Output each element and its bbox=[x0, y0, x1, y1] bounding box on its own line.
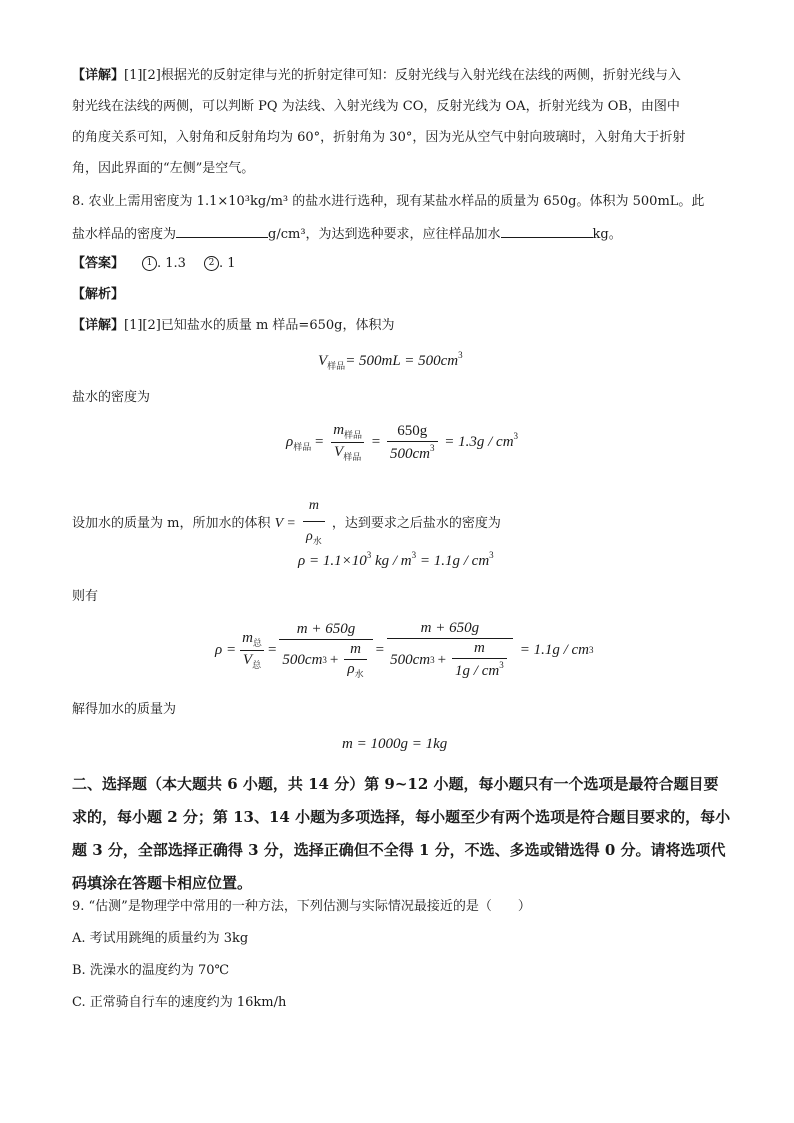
eq2-den2-sup: 3 bbox=[430, 442, 435, 453]
eq4-f1-den-sub: 总 bbox=[252, 659, 262, 670]
eq4-f2-inner-num: m bbox=[350, 640, 361, 657]
eq2-num2: 650g bbox=[397, 422, 428, 439]
q7-detail-text-1: [1][2]根据光的反射定律与光的折射定律可知：反射光线与入射光线在法线的两侧，折射光线与入 bbox=[124, 68, 681, 83]
q7-detail-line-1 bbox=[72, 66, 681, 86]
eq4-f3-inner-den-sup: 3 bbox=[499, 660, 504, 670]
eq4-f2-inner-den-sub: 水 bbox=[354, 668, 364, 679]
eq1-lhs-sub: 样品 bbox=[327, 361, 346, 371]
eq4-f1-den: V bbox=[242, 651, 253, 668]
q8-detail-text: [1][2]已知盐水的质量 m 样品=650g，体积为 bbox=[124, 318, 395, 333]
eq2-num: m bbox=[333, 422, 345, 438]
eq3-sup2: 3 bbox=[411, 550, 417, 560]
q7-detail-line-4: 角，因此界面的“左侧”是空气。 bbox=[72, 161, 255, 176]
eq4-f2-den-a: 500cm bbox=[282, 651, 323, 668]
answer-blank-1 bbox=[176, 223, 268, 238]
equation-target-density bbox=[298, 550, 494, 570]
q8-detail-line bbox=[72, 316, 394, 336]
eq2-den: V bbox=[334, 444, 344, 460]
equation-mix bbox=[215, 620, 593, 680]
eq3-sup3: 3 bbox=[489, 550, 494, 560]
eq4-f3-inner-den: 1g / cm bbox=[455, 663, 500, 679]
circled-number-1: 1 bbox=[142, 256, 157, 271]
setup-frac-num: m bbox=[308, 498, 319, 513]
density-label: 盐水的密度为 bbox=[72, 390, 151, 405]
answer-tag: 【答案】 bbox=[72, 256, 125, 271]
eq2-fraction-2 bbox=[387, 423, 438, 463]
equation-volume bbox=[318, 350, 463, 372]
eq4-f3-num: m + 650g bbox=[420, 620, 480, 636]
eq4-equals-a: = bbox=[267, 641, 277, 658]
equation-density bbox=[286, 422, 518, 463]
eq1-rhs: = 500mL = 500cm bbox=[345, 353, 459, 369]
q8-stem-line-2 bbox=[72, 223, 622, 245]
q8-stem-text-a: 盐水样品的密度为 bbox=[72, 227, 177, 242]
eq3-sup1: 3 bbox=[366, 550, 372, 560]
section-heading: 二、选择题（本大题共 6 小题，共 14 分）第 9~12 小题，每小题只有一个选项是最符合题目要求的，每小题 2 分；第 13、14 小题为多项选择，每小题至少有两个选项是符合题目要求的，每小题 3 分，全部选择正确得 3 分，选择正确但不全得 1 分，不选、多选或错选得 0 分。请将选项代码填涂在答题卡相应位置。 bbox=[72, 775, 731, 892]
eq2-equals-2: = bbox=[371, 433, 381, 450]
detail-tag: 【详解】 bbox=[72, 68, 125, 83]
q9-option-b: B. 洗澡水的温度约为 70℃ bbox=[72, 963, 230, 978]
setup-frac-den: ρ bbox=[306, 529, 313, 544]
eq4-f3-den-a: 500cm bbox=[390, 651, 431, 668]
eq4-f3-den-plus: + bbox=[437, 651, 447, 668]
eq4-fraction-2 bbox=[279, 621, 372, 680]
eq3-text: ρ = 1.1×10 bbox=[298, 553, 367, 569]
then-label: 则有 bbox=[72, 589, 99, 604]
setup-text-b: ，达到要求之后盐水的密度为 bbox=[331, 516, 501, 531]
eq4-f3-den-a-sup: 3 bbox=[430, 655, 435, 665]
eq4-f2-inner-fraction bbox=[344, 641, 366, 680]
q8-stem-text-b: g/cm³，为达到选种要求，应往样品加水 bbox=[268, 227, 501, 242]
eq1-rhs-sup: 3 bbox=[458, 350, 463, 360]
eq4-f1-num-sub: 总 bbox=[252, 637, 262, 648]
setup-line bbox=[72, 492, 501, 555]
eq4-fraction-3 bbox=[387, 620, 513, 680]
eq2-den2: 500cm bbox=[390, 445, 431, 462]
equation-result: m = 1000g = 1kg bbox=[342, 736, 448, 752]
eq2-equals: = bbox=[314, 433, 324, 450]
eq4-f2-den-plus: + bbox=[329, 651, 339, 668]
analysis-tag: 【解析】 bbox=[72, 287, 125, 302]
eq2-result: = 1.3g / cm bbox=[444, 433, 514, 450]
eq4-f2-den-a-sup: 3 bbox=[322, 655, 327, 665]
eq2-result-sup: 3 bbox=[513, 430, 519, 441]
q9-stem: 9. “估测”是物理学中常用的一种方法，下列估测与实际情况最接近的是（ ） bbox=[72, 899, 531, 914]
eq1-lhs: V bbox=[318, 353, 328, 369]
setup-frac-lhs: V = bbox=[274, 516, 296, 531]
eq4-f2-inner-den: ρ bbox=[347, 660, 355, 677]
eq2-den-sub: 样品 bbox=[343, 452, 362, 462]
setup-fraction bbox=[303, 492, 325, 555]
eq4-f3-inner-fraction bbox=[452, 640, 507, 680]
q7-detail-line-3: 的角度关系可知，入射角和反射角均为 60°，折射角为 30°，因为光从空气中射向玻璃时，入射角大于折射 bbox=[72, 130, 686, 145]
eq4-f1-num: m bbox=[242, 629, 253, 646]
answer-1: . 1.3 bbox=[157, 256, 186, 271]
eq4-fraction-1 bbox=[239, 630, 265, 671]
circled-number-2: 2 bbox=[204, 256, 219, 271]
q9-option-a: A. 考试用跳绳的质量约为 3kg bbox=[72, 931, 249, 946]
eq4-result: = 1.1g / cm bbox=[519, 641, 589, 658]
eq4-equals-b: = bbox=[375, 641, 385, 658]
q8-stem-line-1: 8. 农业上需用密度为 1.1×10³kg/m³ 的盐水进行选种，现有某盐水样品的质量为 650g。体积为 500mL。此 bbox=[72, 194, 705, 209]
eq2-lhs: ρ bbox=[286, 433, 294, 450]
eq4-f3-inner-num: m bbox=[473, 640, 485, 656]
q8-answer-line bbox=[72, 254, 236, 274]
answer-2: . 1 bbox=[218, 256, 236, 271]
eq4-f2-num: m + 650g bbox=[296, 620, 356, 637]
eq4-lhs: ρ = bbox=[215, 641, 237, 658]
solve-label: 解得加水的质量为 bbox=[72, 702, 177, 717]
eq2-fraction-1 bbox=[330, 422, 365, 463]
q7-detail-line-2: 射光线在法线的两侧，可以判断 PQ 为法线、入射光线为 CO，反射光线为 OA，折射光线为 OB，由图中 bbox=[72, 99, 680, 114]
q8-stem-text-c: kg。 bbox=[592, 227, 622, 242]
q9-option-c: C. 正常骑自行车的速度约为 16km/h bbox=[72, 995, 287, 1010]
eq3-text3: = 1.1g / cm bbox=[416, 553, 490, 569]
eq2-lhs-sub: 样品 bbox=[293, 441, 312, 452]
eq2-num-sub: 样品 bbox=[344, 430, 363, 440]
eq4-result-sup: 3 bbox=[588, 645, 594, 655]
answer-blank-2 bbox=[501, 223, 593, 238]
setup-frac-den-sub: 水 bbox=[312, 536, 322, 546]
detail-tag-2: 【详解】 bbox=[72, 318, 125, 333]
eq3-text2: kg / m bbox=[371, 553, 412, 569]
setup-text-a: 设加水的质量为 m，所加水的体积 bbox=[72, 516, 271, 531]
